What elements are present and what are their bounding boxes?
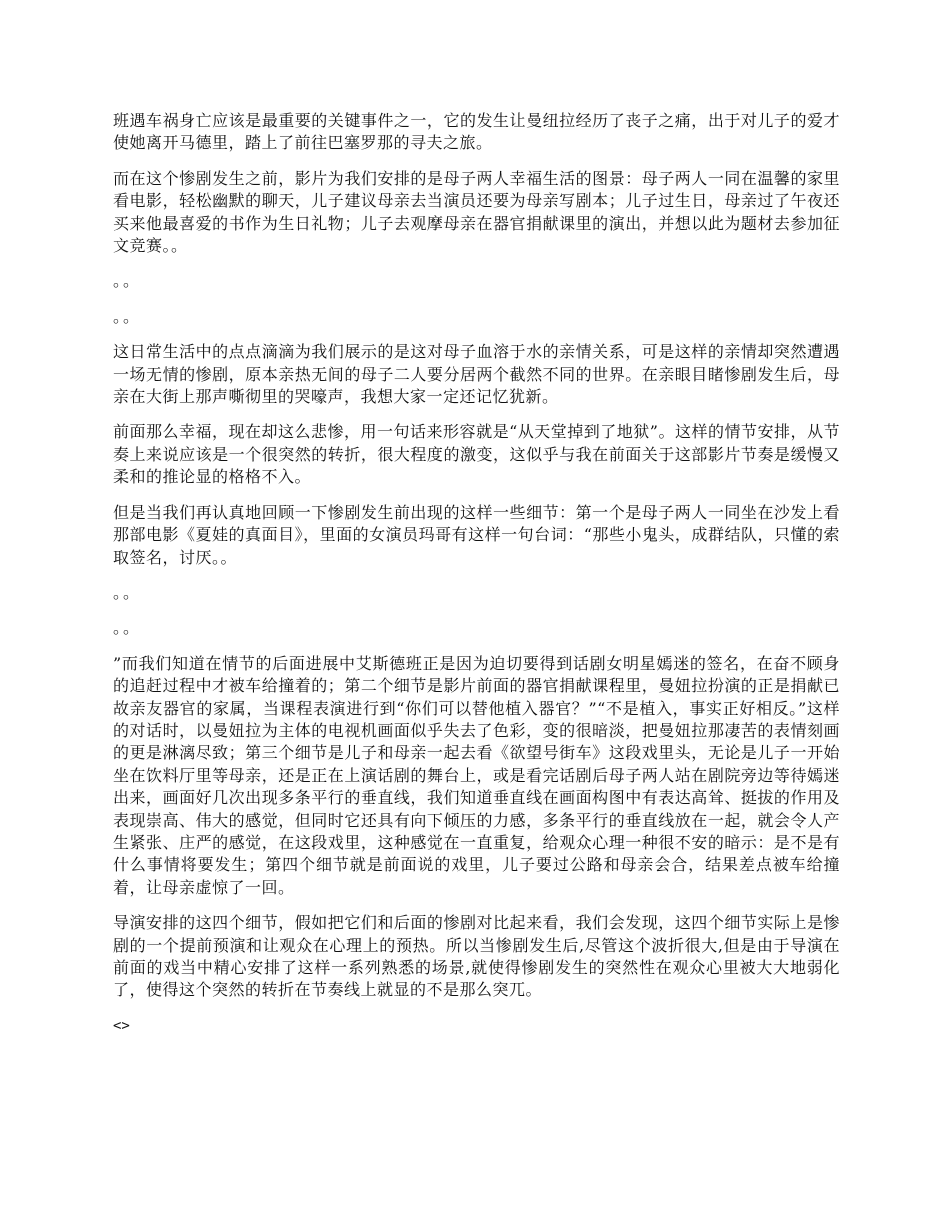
paragraph-7: 但是当我们再认真地回顾一下惨剧发生前出现的这样一些细节：第一个是母子两人一同坐在沙发上看那部电影《夏娃的真面目》，里面的女演员玛哥有这样一句台词：“那些小鬼头，成群结队，只懂的索取签名，讨厌。。: [113, 502, 840, 567]
paragraph-8: 。。: [113, 582, 142, 602]
paragraph-12: <>: [113, 1017, 130, 1034]
paragraph-6: 前面那么幸福，现在却这么悲惨，用一句话来形容就是“从天堂掉到了地狱”。这样的情节安排，从节奏上来说应该是一个很突然的转折，很大程度的激变，这似乎与我在前面关于这部影片节奏是缓慢又柔和的推论显的格格不入。: [113, 422, 840, 487]
paragraph-2: 而在这个惨剧发生之前，影片为我们安排的是母子两人幸福生活的图景：母子两人一同在温馨的家里看电影，轻松幽默的聊天，儿子建议母亲去当演员还要为母亲写剧本；儿子过生日，母亲过了午夜还买来他最喜爱的书作为生日礼物；儿子去观摩母亲在器官捐献课里的演出，并想以此为题材去参加征文竞赛。。: [113, 168, 840, 256]
paragraph-9: 。。: [113, 618, 142, 638]
paragraph-3: 。。: [113, 271, 142, 291]
paragraph-10: ”而我们知道在情节的后面进展中艾斯德班正是因为迫切要得到话剧女明星嫣迷的签名，在奋不顾身的追赶过程中才被车给撞着的；第二个细节是影片前面的器官捐献课程里，曼妞拉扮演的正是捐献已故亲友器官的家属，当课程表演进行到“你们可以替他植入器官？”“不是植入，事实正好相反。”这样的对话时，以曼妞拉为主体的电视机画面似乎失去了色彩，变的很暗淡，把曼妞拉那凄苦的表情刻画的更是淋漓尽致；第三个细节是儿子和母亲一起去看《欲望号街车》这段戏里头，无论是儿子一开始坐在饮料厅里等母亲，还是正在上演话剧的舞台上，或是看完话剧后母子两人站在剧院旁边等待嫣迷出来，画面好几次出现多条平行的垂直线，我们知道垂直线在画面构图中有表达高耸、挺拔的作用及表现崇高、伟大的感觉，但同时它还具有向下倾压的力感，多条平行的垂直线放在一起，就会令人产生紧张、庄严的感觉，在这段戏里，这种感觉在一直重复，给观众心理一种很不安的暗示：是不是有什么事情将要发生；第四个细节就是前面说的戏里，儿子要过公路和母亲会合，结果差点被车给撞着，让母亲虚惊了一回。: [113, 653, 840, 897]
document-body: [113, 110, 840, 1050]
paragraph-4: 。。: [113, 306, 142, 326]
paragraph-1: 班遇车祸身亡应该是最重要的关键事件之一，它的发生让曼纽拉经历了丧子之痛，出于对儿子的爱才使她离开马德里，踏上了前往巴塞罗那的寻夫之旅。: [113, 111, 840, 153]
paragraph-11: 导演安排的这四个细节，假如把它们和后面的惨剧对比起来看，我们会发现，这四个细节实际上是惨剧的一个提前预演和让观众在心理上的预热。所以当惨剧发生后,尽管这个波折很大,但是由于导演在前面的戏当中精心安排了这样一系列熟悉的场景,就使得惨剧发生的突然性在观众心里被大大地弱化了，使得这个突然的转折在节奏线上就显的不是那么突兀。: [113, 913, 840, 1000]
paragraph-5: 这日常生活中的点点滴滴为我们展示的是这对母子血溶于水的亲情关系，可是这样的亲情却突然遭遇一场无情的惨剧，原本亲热无间的母子二人要分居两个截然不同的世界。在亲眼目睹惨剧发生后，母亲在大街上那声嘶彻里的哭嚎声，我想大家一定还记忆犹新。: [113, 342, 840, 407]
